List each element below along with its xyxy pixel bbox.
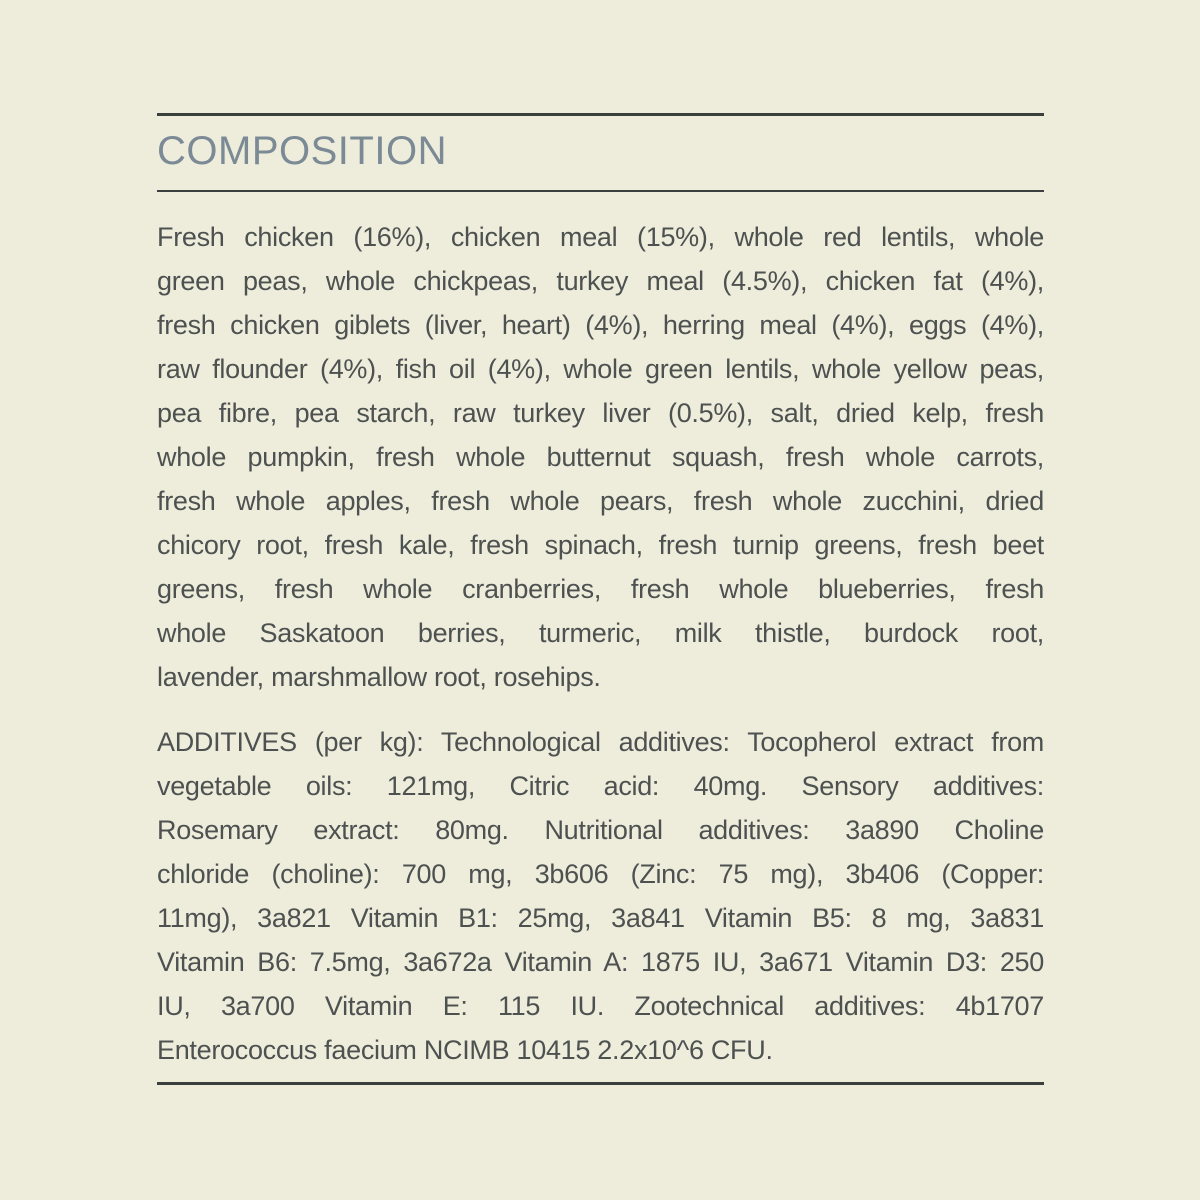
text-line: raw flounder (4%), fish oil (4%), whole green lentils, whole yellow peas,: [157, 354, 1044, 384]
composition-label-panel: [157, 0, 1044, 1085]
text-line: 11mg), 3a821 Vitamin B1: 25mg, 3a841 Vitamin B5: 8 mg, 3a831: [157, 903, 1044, 933]
text-line: pea fibre, pea starch, raw turkey liver (0.5%), salt, dried kelp, fresh: [157, 398, 1044, 428]
additives-paragraph: [157, 720, 1044, 1072]
text-line: whole Saskatoon berries, turmeric, milk thistle, burdock root,: [157, 618, 1044, 648]
composition-section-title: COMPOSITION: [157, 129, 447, 173]
text-line: Fresh chicken (16%), chicken meal (15%), whole red lentils, whole: [157, 222, 1044, 252]
text-line: Enterococcus faecium NCIMB 10415 2.2x10^6 CFU.: [157, 1035, 773, 1065]
heading-divider-rule: [157, 190, 1044, 192]
top-divider-rule: [157, 113, 1044, 116]
text-line: IU, 3a700 Vitamin E: 115 IU. Zootechnical additives: 4b1707: [157, 991, 1044, 1021]
bottom-divider-rule: [157, 1082, 1044, 1085]
text-line: lavender, marshmallow root, rosehips.: [157, 662, 601, 692]
text-line: vegetable oils: 121mg, Citric acid: 40mg. Sensory additives:: [157, 771, 1044, 801]
text-line: ADDITIVES (per kg): Technological additives: Tocopherol extract from: [157, 727, 1044, 757]
text-line: Vitamin B6: 7.5mg, 3a672a Vitamin A: 1875 IU, 3a671 Vitamin D3: 250: [157, 947, 1044, 977]
text-line: chloride (choline): 700 mg, 3b606 (Zinc: 75 mg), 3b406 (Copper:: [157, 859, 1044, 889]
text-line: fresh chicken giblets (liver, heart) (4%), herring meal (4%), eggs (4%),: [157, 310, 1044, 340]
text-line: greens, fresh whole cranberries, fresh whole blueberries, fresh: [157, 574, 1044, 604]
text-line: Rosemary extract: 80mg. Nutritional additives: 3a890 Choline: [157, 815, 1044, 845]
text-line: whole pumpkin, fresh whole butternut squash, fresh whole carrots,: [157, 442, 1044, 472]
text-line: chicory root, fresh kale, fresh spinach, fresh turnip greens, fresh beet: [157, 530, 1044, 560]
ingredients-paragraph: [157, 215, 1044, 699]
text-line: fresh whole apples, fresh whole pears, fresh whole zucchini, dried: [157, 486, 1044, 516]
text-line: green peas, whole chickpeas, turkey meal (4.5%), chicken fat (4%),: [157, 266, 1044, 296]
